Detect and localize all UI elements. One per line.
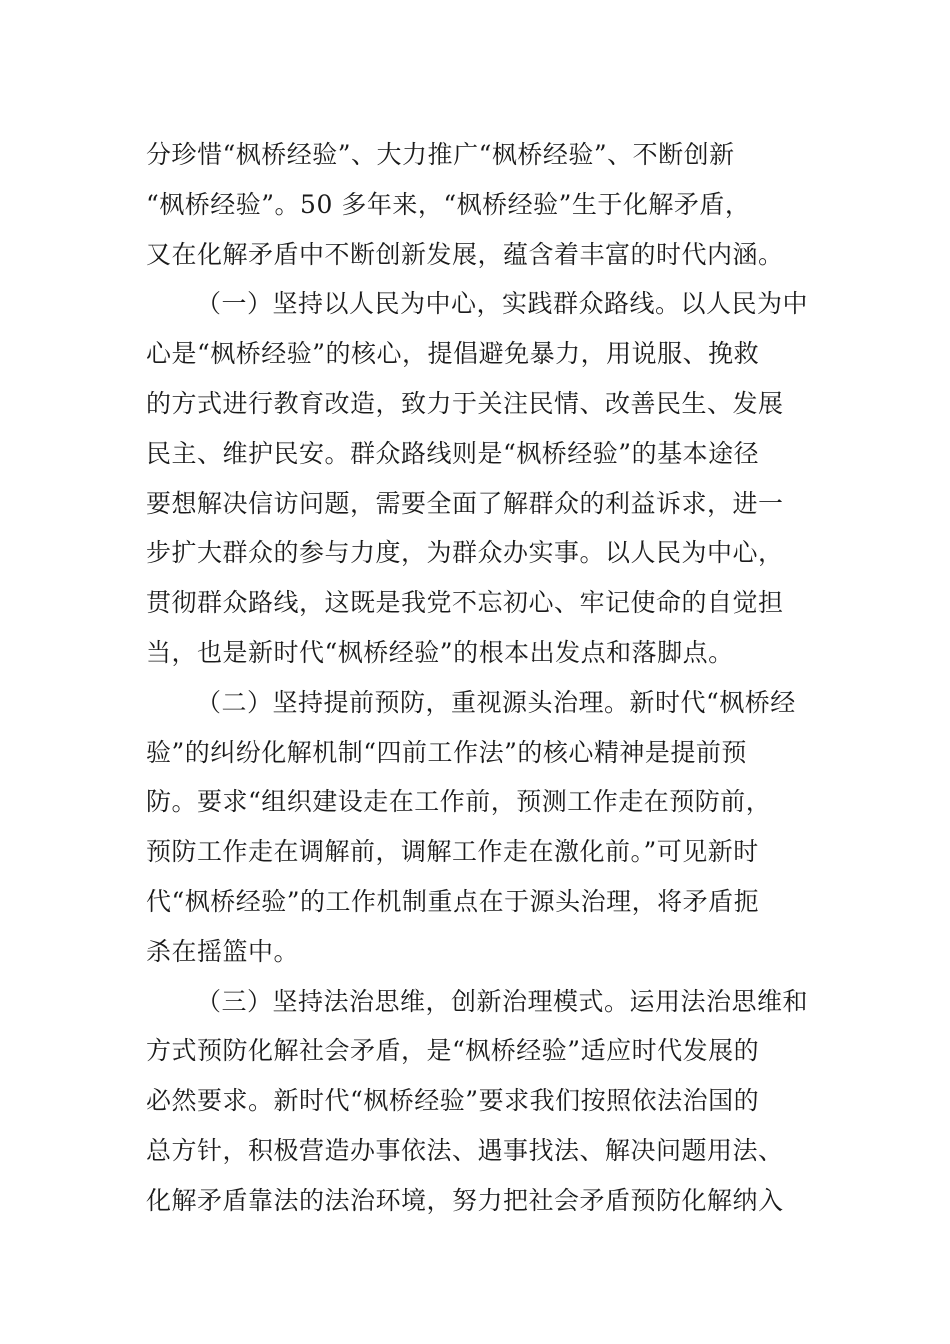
section-heading-line: （二）坚持提前预防，重视源头治理。新时代“枫桥经 (196, 687, 796, 717)
text-line: 要想解决信访问题，需要全面了解群众的利益诉求，进一 (146, 488, 784, 518)
text-line: 预防工作走在调解前，调解工作走在激化前。”可见新时 (146, 837, 759, 867)
paragraph-section-2 (146, 678, 806, 977)
text-line: “枫桥经验”。50 多年来，“枫桥经验”生于化解矛盾， (146, 189, 751, 219)
text-line: 化解矛盾靠法的法治环境，努力把社会矛盾预防化解纳入 (146, 1185, 784, 1215)
section-heading-line: （一）坚持以人民为中心，实践群众路线。以人民为中 (196, 289, 809, 319)
text-line: 防。要求“组织建设走在工作前，预测工作走在预防前， (146, 787, 772, 817)
paragraph-section-1 (146, 279, 809, 677)
text-line: 代“枫桥经验”的工作机制重点在于源头治理，将矛盾扼 (146, 886, 760, 916)
text-line: 必然要求。新时代“枫桥经验”要求我们按照依法治国的 (146, 1086, 760, 1116)
section-heading-line: （三）坚持法治思维，创新治理模式。运用法治思维和 (196, 986, 809, 1016)
text-line: 贯彻群众路线，这既是我党不忘初心、牢记使命的自觉担 (146, 588, 784, 618)
body-text (146, 130, 809, 1226)
text-line: 验”的纠纷化解机制“四前工作法”的核心精神是提前预 (146, 737, 747, 767)
text-line: 的方式进行教育改造，致力于关注民情、改善民生、发展 (146, 388, 784, 418)
text-line: 民主、维护民安。群众路线则是“枫桥经验”的基本途径 (146, 438, 760, 468)
paragraph-intro-continuation (146, 130, 806, 279)
paragraph-section-3 (146, 977, 809, 1226)
text-line: 心是“枫桥经验”的核心，提倡避免暴力，用说服、挽救 (146, 339, 760, 369)
text-line: 杀在摇篮中。 (146, 936, 300, 966)
text-line: 又在化解矛盾中不断创新发展，蕴含着丰富的时代内涵。 (146, 239, 784, 269)
text-line: 当，也是新时代“枫桥经验”的根本出发点和落脚点。 (146, 637, 734, 667)
text-line: 分珍惜“枫桥经验”、大力推广“枫桥经验”、不断创新 (146, 140, 735, 169)
text-line: 方式预防化解社会矛盾，是“枫桥经验”适应时代发展的 (146, 1036, 760, 1066)
text-line: 总方针，积极营造办事依法、遇事找法、解决问题用法、 (146, 1135, 784, 1165)
text-line: 步扩大群众的参与力度，为群众办实事。以人民为中心， (146, 538, 784, 568)
